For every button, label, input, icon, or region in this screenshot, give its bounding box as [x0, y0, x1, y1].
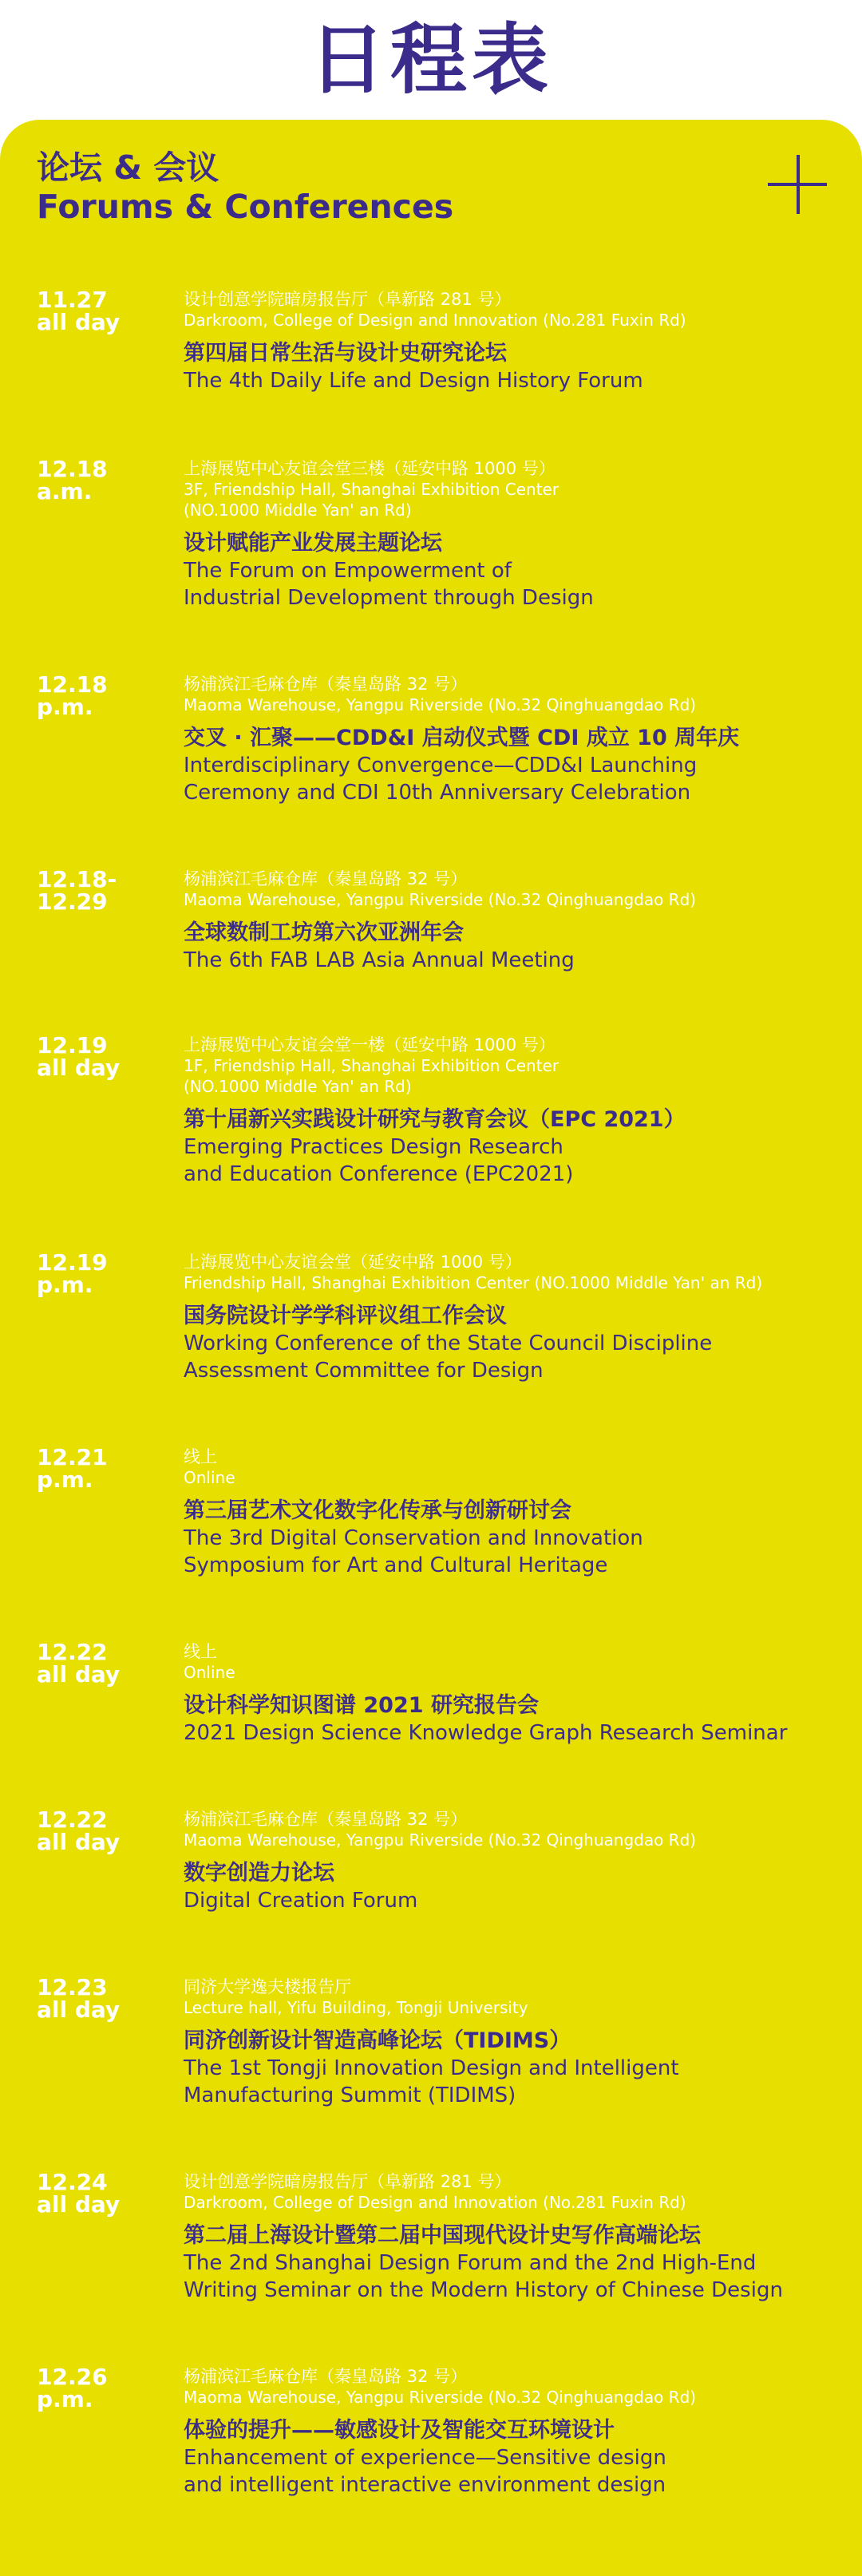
event-venue-zh: 上海展览中心友谊会堂（延安中路 1000 号） — [184, 1252, 522, 1272]
event-venue-en: Online — [184, 1663, 235, 1682]
event-title-zh: 同济创新设计智造高峰论坛（TIDIMS） — [184, 2028, 571, 2053]
event-title-zh: 国务院设计学学科评议组工作会议 — [184, 1304, 507, 1328]
event-venue-zh: 杨浦滨江毛麻仓库（秦皇岛路 32 号） — [184, 675, 468, 694]
event-date: 12.18- 12.29 — [37, 866, 117, 915]
event-date: 12.22 all day — [37, 1806, 121, 1855]
event-title-en: Digital Creation Forum — [184, 1889, 418, 1913]
event-venue-zh: 杨浦滨江毛麻仓库（秦皇岛路 32 号） — [184, 869, 468, 888]
event-title-en: The 2nd Shanghai Design Forum and the 2nd High-End Writing Seminar on the Modern History of Chinese Design — [184, 2251, 783, 2302]
event-date: 12.24 all day — [37, 2169, 121, 2218]
event-title-zh: 全球数制工坊第六次亚洲年会 — [184, 920, 464, 945]
section-title-en: Forums & Conferences — [37, 188, 454, 227]
event-venue-zh: 线上 — [184, 1447, 217, 1466]
event-venue-en: 1F, Friendship Hall, Shanghai Exhibition Center (NO.1000 Middle Yan' an Rd) — [184, 1056, 560, 1096]
section-title-zh: 论坛 & 会议 — [37, 148, 219, 187]
event-venue-en: Darkroom, College of Design and Innovation (No.281 Fuxin Rd) — [184, 2193, 686, 2212]
event-venue-en: Darkroom, College of Design and Innovation (No.281 Fuxin Rd) — [184, 311, 686, 330]
event-date: 12.19 all day — [37, 1032, 121, 1081]
event-title-en: The 1st Tongji Innovation Design and Intelligent Manufacturing Summit (TIDIMS) — [184, 2056, 679, 2107]
event-venue-en: Maoma Warehouse, Yangpu Riverside (No.32 Qinghuangdao Rd) — [184, 695, 697, 714]
event-title-en: The 6th FAB LAB Asia Annual Meeting — [184, 948, 575, 972]
page-title: 日程表 — [309, 15, 553, 105]
event-venue-en: Online — [184, 1468, 235, 1487]
event-date: 12.18 p.m. — [37, 671, 108, 720]
event-date: 12.18 a.m. — [37, 456, 108, 505]
event-title-zh: 第十届新兴实践设计研究与教育会议（EPC 2021） — [184, 1107, 686, 1132]
event-title-en: Enhancement of experience—Sensitive design and intelligent interactive environment design — [184, 2446, 666, 2497]
event-title-zh: 第三届艺术文化数字化传承与创新研讨会 — [184, 1498, 571, 1523]
event-title-en: Emerging Practices Design Research and Education Conference (EPC2021) — [184, 1135, 574, 1186]
event-date: 12.26 p.m. — [37, 2364, 108, 2412]
event-title-zh: 第四届日常生活与设计史研究论坛 — [184, 341, 507, 366]
event-venue-en: Lecture hall, Yifu Building, Tongji University — [184, 1998, 528, 2017]
event-venue-en: Maoma Warehouse, Yangpu Riverside (No.32 Qinghuangdao Rd) — [184, 1830, 697, 1850]
event-date: 12.22 all day — [37, 1639, 121, 1688]
event-date: 11.27 all day — [37, 287, 121, 335]
event-venue-en: 3F, Friendship Hall, Shanghai Exhibition Center (NO.1000 Middle Yan' an Rd) — [184, 480, 560, 520]
event-title-en: 2021 Design Science Knowledge Graph Research Seminar — [184, 1721, 788, 1745]
event-venue-zh: 线上 — [184, 1642, 217, 1661]
event-title-en: The Forum on Empowerment of Industrial Development through Design — [184, 559, 594, 610]
event-title-zh: 数字创造力论坛 — [184, 1861, 334, 1886]
event-title-zh: 设计科学知识图谱 2021 研究报告会 — [184, 1693, 539, 1718]
event-venue-zh: 同济大学逸夫楼报告厅 — [184, 1977, 351, 1996]
event-venue-zh: 上海展览中心友谊会堂三楼（延安中路 1000 号） — [184, 459, 556, 478]
schedule-card — [0, 120, 862, 2576]
event-venue-zh: 设计创意学院暗房报告厅（阜新路 281 号） — [184, 2172, 512, 2191]
event-title-en: Interdisciplinary Convergence—CDD&I Launching Ceremony and CDI 10th Anniversary Celebration — [184, 754, 698, 805]
event-venue-zh: 杨浦滨江毛麻仓库（秦皇岛路 32 号） — [184, 1810, 468, 1829]
event-venue-zh: 设计创意学院暗房报告厅（阜新路 281 号） — [184, 290, 512, 309]
plus-icon[interactable] — [768, 155, 827, 214]
event-title-zh: 交叉 · 汇聚——CDD&I 启动仪式暨 CDI 成立 10 周年庆 — [184, 726, 740, 750]
event-venue-en: Maoma Warehouse, Yangpu Riverside (No.32 Qinghuangdao Rd) — [184, 2388, 697, 2407]
event-venue-en: Maoma Warehouse, Yangpu Riverside (No.32 Qinghuangdao Rd) — [184, 890, 697, 909]
event-title-zh: 第二届上海设计暨第二届中国现代设计史写作高端论坛 — [184, 2223, 701, 2248]
event-title-zh: 体验的提升——敏感设计及智能交互环境设计 — [184, 2418, 615, 2443]
event-title-en: The 3rd Digital Conservation and Innovation Symposium for Art and Cultural Heritage — [184, 1526, 643, 1577]
event-venue-en: Friendship Hall, Shanghai Exhibition Center (NO.1000 Middle Yan' an Rd) — [184, 1273, 763, 1292]
event-venue-zh: 杨浦滨江毛麻仓库（秦皇岛路 32 号） — [184, 2367, 468, 2386]
event-date: 12.21 p.m. — [37, 1444, 108, 1493]
event-title-en: Working Conference of the State Council Discipline Assessment Committee for Design — [184, 1332, 713, 1383]
section-header — [37, 148, 453, 227]
event-date: 12.23 all day — [37, 1974, 121, 2023]
event-title-en: The 4th Daily Life and Design History Forum — [184, 369, 643, 393]
event-date: 12.19 p.m. — [37, 1249, 108, 1298]
event-venue-zh: 上海展览中心友谊会堂一楼（延安中路 1000 号） — [184, 1035, 556, 1055]
event-title-zh: 设计赋能产业发展主题论坛 — [184, 531, 442, 556]
